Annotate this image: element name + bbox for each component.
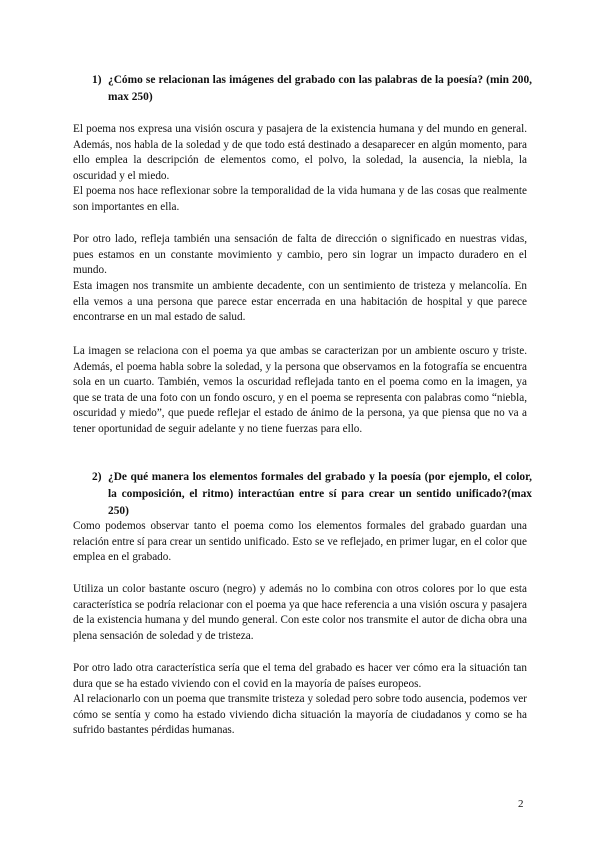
paragraph-8: Por otro lado otra característica sería que el tema del grabado es hacer ver cómo era la situación tan dura que se ha estado viviendo con el covid en la mayoría de países europeos. xyxy=(73,662,527,690)
paragraph-7: Utiliza un color bastante oscuro (negro) y además no lo combina con otros colores por lo que esta característica se podría relacionar con el poema ya que hace referencia a una visión oscura y pasajera de la existencia humana y del mundo general. Con este color nos transmite el autor de dicha obra una plena sensación de soledad y de tristeza. xyxy=(73,583,527,642)
paragraph-2: El poema nos hace reflexionar sobre la temporalidad de la vida humana y de las cosas que realmente son importantes en ella. xyxy=(73,185,527,213)
paragraph-6: Como podemos observar tanto el poema como los elementos formales del grabado guardan una relación entre sí para crear un sentido unificado. Esto se ve reflejado, en primer lugar, en el color que emplea en el grabado. xyxy=(73,520,527,563)
paragraph-4: Esta imagen nos transmite un ambiente decadente, con un sentimiento de tristeza y melancolía. En ella vemos a una persona que parece estar encerrada en una habitación de hospital y que parece encontrarse en un mal estado de salud. xyxy=(73,280,527,323)
question-2-text: ¿De qué manera los elementos formales del grabado y la poesía (por ejemplo, el color, la composición, el ritmo) interactúan entre sí para crear un sentido unificado?(max 250) xyxy=(108,471,532,517)
question-2-number: 2) xyxy=(92,471,102,483)
page-number: 2 xyxy=(518,798,524,810)
question-1-number: 1) xyxy=(92,74,102,86)
paragraph-9: Al relacionarlo con un poema que transmite tristeza y soledad pero sobre todo ausencia, podemos ver cómo se sentía y como ha estado viviendo dicha situación la mayoría de ciudadanos y como se ha sufrido bastantes pérdidas humanas. xyxy=(73,693,527,736)
question-2 xyxy=(92,469,532,519)
paragraph-1: El poema nos expresa una visión oscura y pasajera de la existencia humana y del mundo en general. Además, nos habla de la soledad y de que todo está destinado a desaparecer en algún momento, para ello emplea la descripción de elementos como, el polvo, la soledad, la ausencia, la niebla, la oscuridad y el miedo. xyxy=(73,123,527,182)
question-1-text: ¿Cómo se relacionan las imágenes del grabado con las palabras de la poesía? (min 200, max 250) xyxy=(108,74,532,103)
paragraph-5: La imagen se relaciona con el poema ya que ambas se caracterizan por un ambiente oscuro y triste. Además, el poema habla sobre la soledad, y la persona que observamos en la fotografía se encuentra sola en un cuarto. También, vemos la oscuridad reflejada tanto en el poema como en la imagen, ya que se trata de una foto con un fondo oscuro, y en el poema se representa con palabras como “niebla, oscuridad y miedo”, que puede reflejar el estado de ánimo de la persona, ya que piensa que no va a tener oportunidad de seguir adelante y no tiene fuerzas para ello. xyxy=(73,345,527,435)
question-1 xyxy=(92,72,532,106)
paragraph-3: Por otro lado, refleja también una sensación de falta de dirección o significado en nuestras vidas, pues estamos en un constante movimiento y cambio, pero sin lograr un impacto duradero en el mundo. xyxy=(73,233,527,276)
